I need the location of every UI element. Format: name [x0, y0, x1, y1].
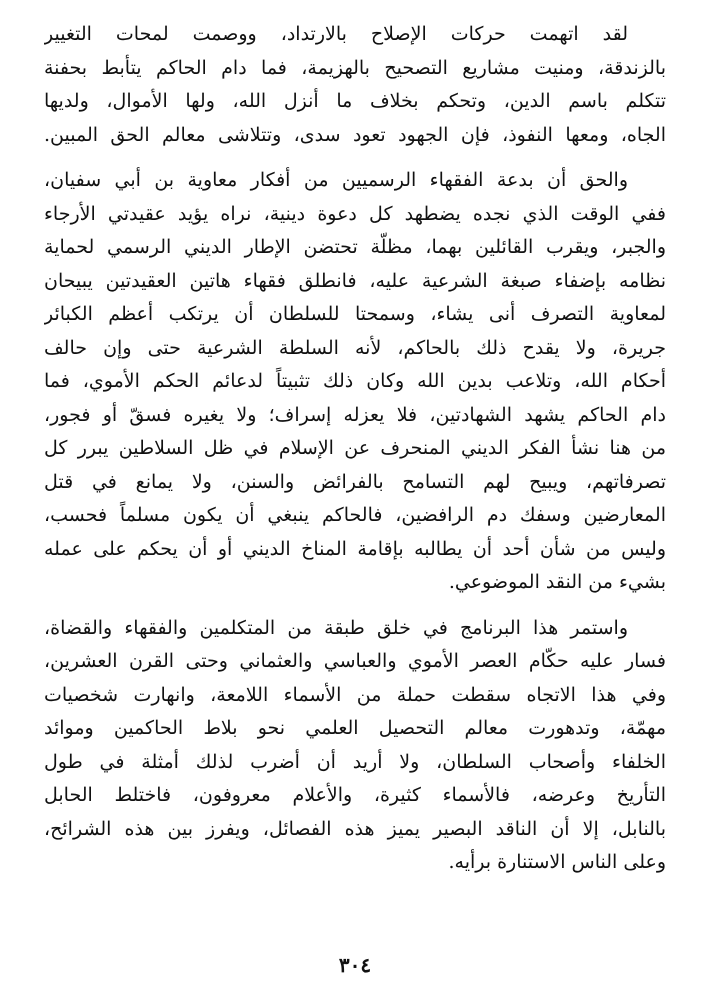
page-number: ٣٠٤ [338, 953, 372, 977]
text-line: بشيء من النقد الموضوعي. [448, 571, 666, 593]
text-line: الخلفاء وأصحاب السلطان، ولا أريد أن أضرب لذلك أمثلة في طول [44, 750, 666, 773]
text-line: فسار عليه حكّام العصر الأموي والعباسي والعثماني وحتى القرن العشرين، [44, 650, 666, 672]
paragraph-1 [44, 18, 666, 152]
text-line: الجاه، ومعها النفوذ، فإن الجهود تعود سدى، وتتلاشى معالم الحق المبين. [44, 123, 666, 146]
text-line: التأريخ وعرضه، فالأسماء كثيرة، والأعلام معروفون، فاختلط الحابل [44, 784, 666, 806]
text-line: والحق أن بدعة الفقهاء الرسميين من أفكار معاوية بن أبي سفيان، [44, 169, 628, 191]
text-line: تتكلم باسم الدين، وتحكم بخلاف ما أنزل الله، ولها الأموال، ولديها [44, 90, 666, 112]
text-line: وفي هذا الاتجاه سقطت حملة من الأسماء اللامعة، وانهارت شخصيات [44, 683, 666, 706]
text-line: مهمّة، وتدهورت معالم التحصيل العلمي نحو بلاط الحاكمين وموائد [44, 717, 666, 739]
text-line: تصرفاتهم، ويبيح لهم التسامح بالفرائض والسنن، ولا يمانع في قتل [44, 470, 666, 493]
paragraph-2 [44, 164, 666, 600]
text-line: المعارضين وسفك دم الرافضين، فالحاكم ينبغي أن يكون مسلماً فحسب، [44, 504, 666, 526]
text-line: دام الحاكم يشهد الشهادتين، فلا يعزله إسراف؛ ولا يغيره فسقّ أو فجور، [44, 403, 666, 426]
text-line: نظامه بإضفاء صبغة الشرعية عليه، فانطلق فقهاء هاتين العقيدتين يبيحان [44, 269, 666, 292]
text-line: بالنابل، إلا أن الناقد البصير يميز هذه الفصائل، ويفرز بين هذه الشرائح، [44, 817, 666, 840]
text-line: من هنا نشأ الفكر الديني المنحرف عن الإسلام في ظل السلاطين يبرر كل [44, 437, 666, 459]
text-line: جريرة، ولا يقدح ذلك بالحاكم، لأنه السلطة الشرعية حتى وإن حالف [44, 336, 666, 359]
text-line: واستمر هذا البرنامج في خلق طبقة من المتكلمين والفقهاء والقضاة، [44, 616, 628, 639]
text-line: لقد اتهمت حركات الإصلاح بالارتداد، ووصمت لمحات التغيير [44, 23, 628, 45]
paragraph-3 [44, 612, 666, 880]
text-line: وليس من شأن أحد أن يطالبه بإقامة المناخ الديني أو أن يحكم على عمله [44, 537, 666, 560]
text-line: والجبر، ويقرب القائلين بهما، مظلّة تحتضن الإطار الديني الرسمي لحماية [44, 236, 666, 258]
text-line: ففي الوقت الذي نجده يضطهد كل دعوة دينية، نراه يؤيد عقيدتي الأرجاء [44, 202, 666, 225]
text-line: وعلى الناس الاستنارة برأيه. [448, 851, 666, 873]
text-line: أحكام الله، وتلاعب بدين الله وكان ذلك تثبيتاً لدعائم الحكم الأموي، فما [44, 370, 666, 392]
text-line: بالزندقة، ومنيت مشاريع التصحيح بالهزيمة، فما دام الحاكم يتأبط بحفنة [44, 56, 666, 79]
text-line: لمعاوية التصرف أنى يشاء، وسمحتا للسلطان أن يرتكب أعظم الكبائر [44, 303, 666, 325]
